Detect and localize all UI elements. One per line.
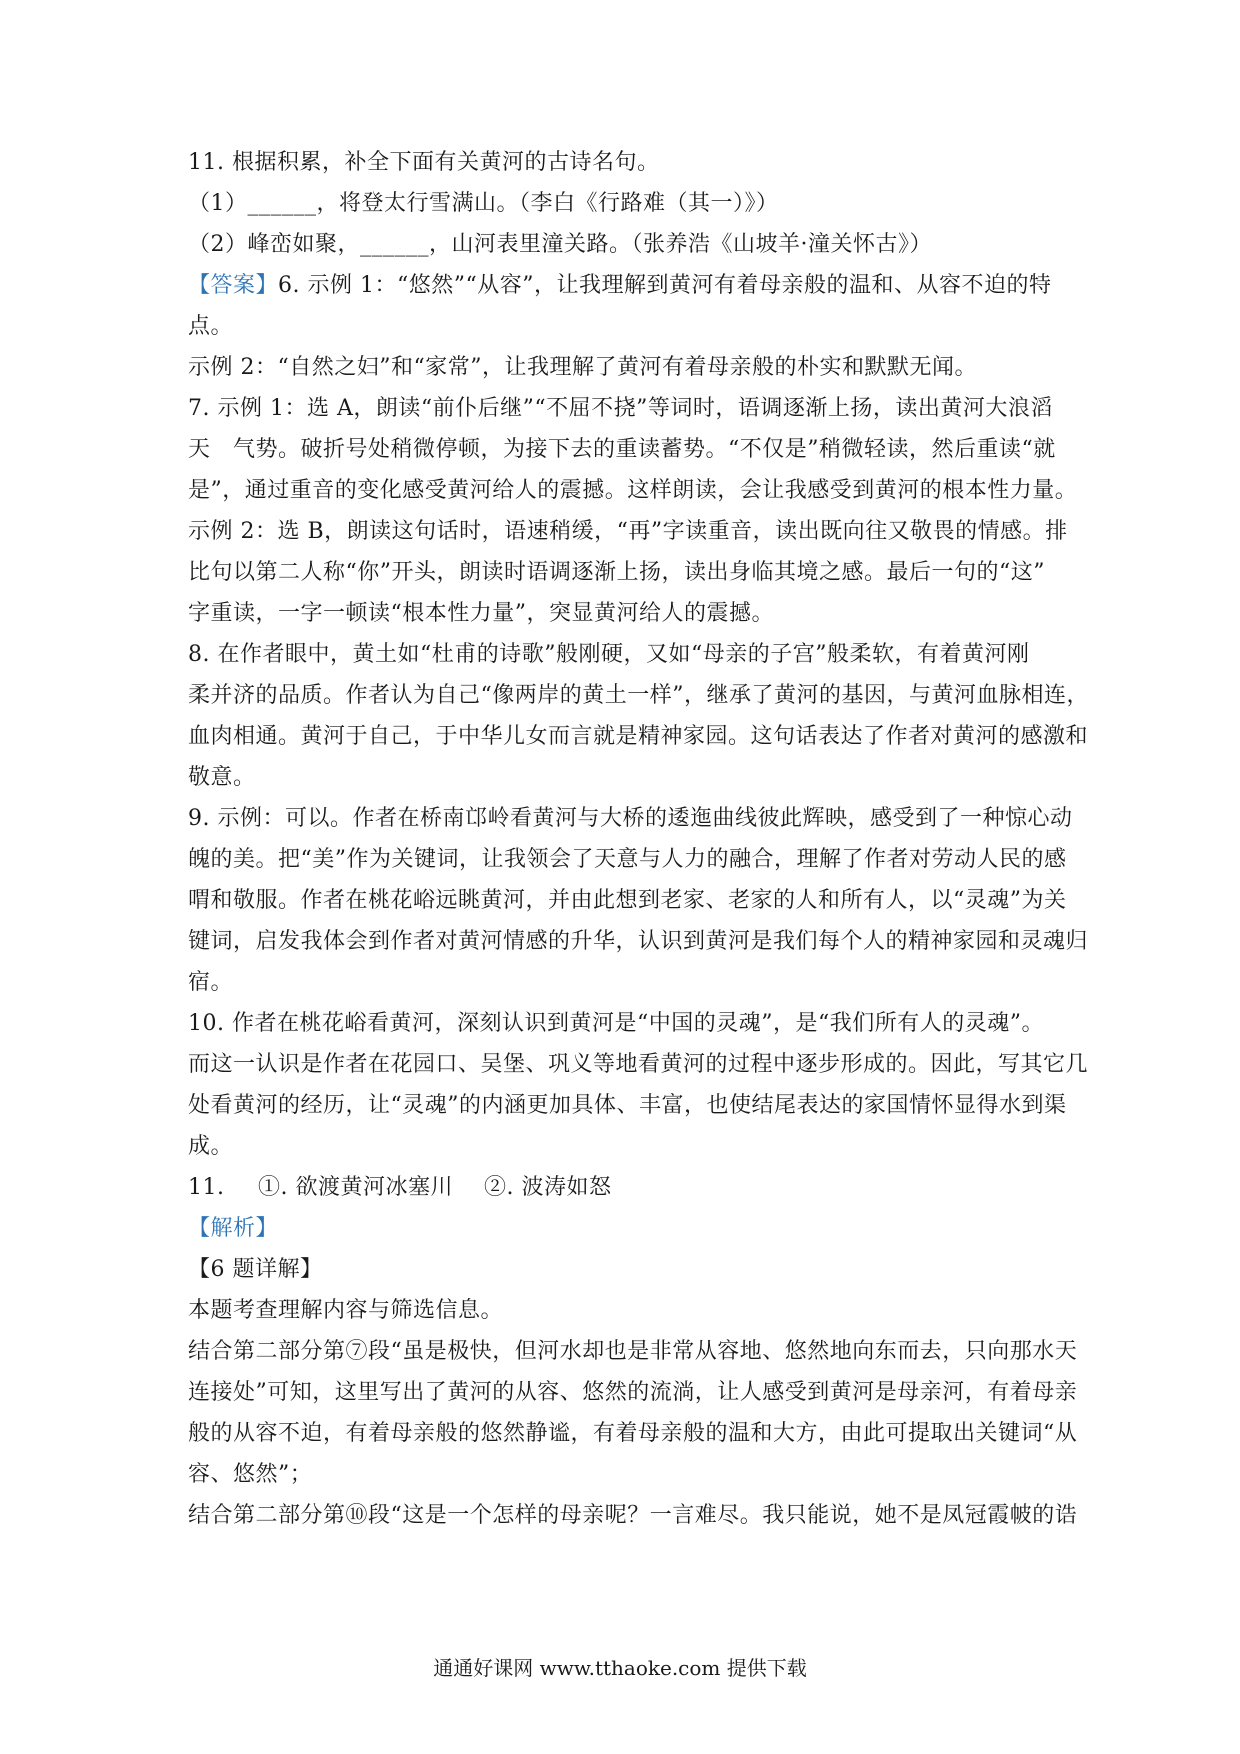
answer-line: 柔并济的品质。作者认为自己“像两岸的黄土一样”，继承了黄河的基因，与黄河血脉相连， xyxy=(188,683,1089,708)
answer-line: 示例 2：“自然之妇”和“家常”，让我理解了黄河有着母亲般的朴实和默默无闻。 xyxy=(188,355,977,380)
analysis-line: 般的从容不迫，有着母亲般的悠然静谧，有着母亲般的温和大方，由此可提取出关键词“从 xyxy=(188,1421,1078,1446)
answer-tag: 【答案】 xyxy=(188,273,279,298)
page-footer: 通通好课网 www.tthaoke.com 提供下载 xyxy=(433,1656,807,1680)
answer-line: 6. 示例 1：“悠然”“从容”，让我理解到黄河有着母亲般的温和、从容不迫的特 xyxy=(278,273,1052,298)
answer-line: 处看黄河的经历，让“灵魂”的内涵更加具体、丰富，也使结尾表达的家国情怀显得水到渠 xyxy=(188,1093,1067,1118)
answer-q11-row xyxy=(188,1167,1068,1208)
answer-line: 宿。 xyxy=(188,970,234,995)
answer-line: 成。 xyxy=(188,1134,234,1159)
analysis-line: 结合第二部分第⑦段“虽是极快，但河水却也是非常从容地、悠然地向东而去，只向那水天 xyxy=(188,1339,1078,1364)
question-11-item-2: （2）峰峦如聚，______，山河表里潼关路。（张养浩《山坡羊·潼关怀古》） xyxy=(188,232,932,257)
answer-line: 点。 xyxy=(188,314,234,339)
answer-line: 比句以第二人称“你”开头，朗读时语调逐渐上扬，读出身临其境之感。最后一句的“这” xyxy=(188,560,1045,585)
answer-q11-blank-2: ②. 波涛如怒 xyxy=(484,1175,612,1200)
question-11-item-1: （1）______，将登太行雪满山。（李白《行路难（其一）》） xyxy=(188,191,779,216)
answer-q11-number: 11. xyxy=(188,1175,225,1200)
answer-line: 是”，通过重音的变化感受黄河给人的震撼。这样朗读，会让我感受到黄河的根本性力量。 xyxy=(188,478,1078,503)
analysis-tag: 【解析】 xyxy=(188,1216,279,1241)
analysis-heading: 【6 题详解】 xyxy=(188,1257,323,1282)
analysis-line: 本题考查理解内容与筛选信息。 xyxy=(188,1298,504,1323)
answer-line: 示例 2：选 B，朗读这句话时，语速稍缓，“再”字读重音，读出既向往又敬畏的情感。排 xyxy=(188,519,1068,544)
answer-line: 字重读，一字一顿读“根本性力量”，突显黄河给人的震撼。 xyxy=(188,601,774,626)
answer-line: 7. 示例 1：选 A，朗读“前仆后继”“不屈不挠”等词时，语调逐渐上扬，读出黄河大浪滔 xyxy=(188,396,1053,421)
answer-line: 喟和敬服。作者在桃花峪远眺黄河，并由此想到老家、老家的人和所有人，以“灵魂”为关 xyxy=(188,888,1067,913)
answer-line: 天 气势。破折号处稍微停顿，为接下去的重读蓄势。“不仅是”稍微轻读，然后重读“就 xyxy=(188,437,1056,462)
answer-line: 8. 在作者眼中，黄土如“杜甫的诗歌”般刚硬，又如“母亲的子宫”般柔软，有着黄河刚 xyxy=(188,642,1030,667)
question-11-title: 11. 根据积累，补全下面有关黄河的古诗名句。 xyxy=(188,150,660,175)
answer-line: 而这一认识是作者在花园口、吴堡、巩义等地看黄河的过程中逐步形成的。因此，写其它几 xyxy=(188,1052,1089,1077)
answer-line: 9. 示例：可以。作者在桥南邙岭看黄河与大桥的逶迤曲线彼此辉映，感受到了一种惊心动 xyxy=(188,806,1073,831)
answer-line: 键词，启发我体会到作者对黄河情感的升华，认识到黄河是我们每个人的精神家园和灵魂归 xyxy=(188,929,1089,954)
answer-line: 敬意。 xyxy=(188,765,256,790)
answer-line: 魄的美。把“美”作为关键词，让我领会了天意与人力的融合，理解了作者对劳动人民的感 xyxy=(188,847,1067,872)
answer-q11-blank-1: ①. 欲渡黄河冰塞川 xyxy=(258,1175,453,1200)
answer-line: 10. 作者在桃花峪看黄河，深刻认识到黄河是“中国的灵魂”，是“我们所有人的灵魂”。 xyxy=(188,1011,1044,1036)
analysis-line: 容、悠然”； xyxy=(188,1462,313,1487)
analysis-line: 结合第二部分第⑩段“这是一个怎样的母亲呢？一言难尽。我只能说，她不是凤冠霞帔的诰 xyxy=(188,1503,1078,1528)
answer-first-line xyxy=(188,265,1068,306)
page-content xyxy=(188,142,1089,1536)
answer-line: 血肉相通。黄河于自己，于中华儿女而言就是精神家园。这句话表达了作者对黄河的感激和 xyxy=(188,724,1089,749)
analysis-line: 连接处”可知，这里写出了黄河的从容、悠然的流淌，让人感受到黄河是母亲河，有着母亲 xyxy=(188,1380,1078,1405)
